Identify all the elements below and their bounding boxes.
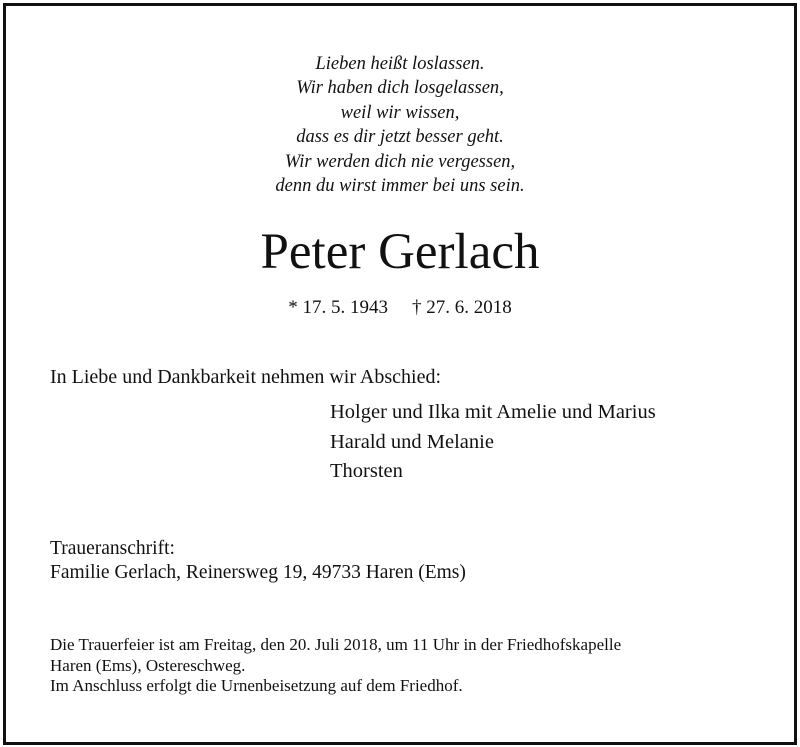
poem-line: weil wir wissen, [340, 102, 460, 123]
birth-date: * 17. 5. 1943 [288, 297, 388, 318]
notice-line: Haren (Ems), Ostereschweg. [50, 655, 246, 675]
notice-line: Im Anschluss erfolgt die Urnenbeisetzung auf dem Friedhof. [50, 676, 463, 695]
death-date: † 27. 6. 2018 [412, 297, 512, 318]
address-label: Traueranschrift: [50, 538, 175, 559]
mourners-list [330, 398, 656, 487]
farewell-intro: In Liebe und Dankbarkeit nehmen wir Abschied: [50, 366, 441, 388]
poem-line: Lieben heißt loslassen. [315, 54, 485, 74]
mourner-entry: Harald und Melanie [330, 430, 494, 453]
life-dates [0, 296, 800, 320]
address-text: Familie Gerlach, Reinersweg 19, 49733 Haren (Ems) [50, 562, 466, 583]
deceased-name: Peter Gerlach [260, 224, 540, 280]
mourner-entry: Thorsten [330, 460, 403, 482]
mourner-entry: Holger und Ilka mit Amelie und Marius [330, 401, 656, 423]
poem-line: denn du wirst immer bei uns sein. [275, 176, 525, 197]
notice-line: Die Trauerfeier ist am Freitag, den 20. Juli 2018, um 11 Uhr in der Friedhofskapelle [50, 635, 622, 654]
poem-line: Wir werden dich nie vergessen, [284, 151, 516, 172]
poem-line: Wir haben dich losgelassen, [296, 78, 504, 99]
mourning-address [50, 537, 466, 585]
funeral-notice [50, 635, 621, 697]
poem-line: dass es dir jetzt besser geht. [296, 127, 504, 148]
poem [0, 52, 800, 198]
